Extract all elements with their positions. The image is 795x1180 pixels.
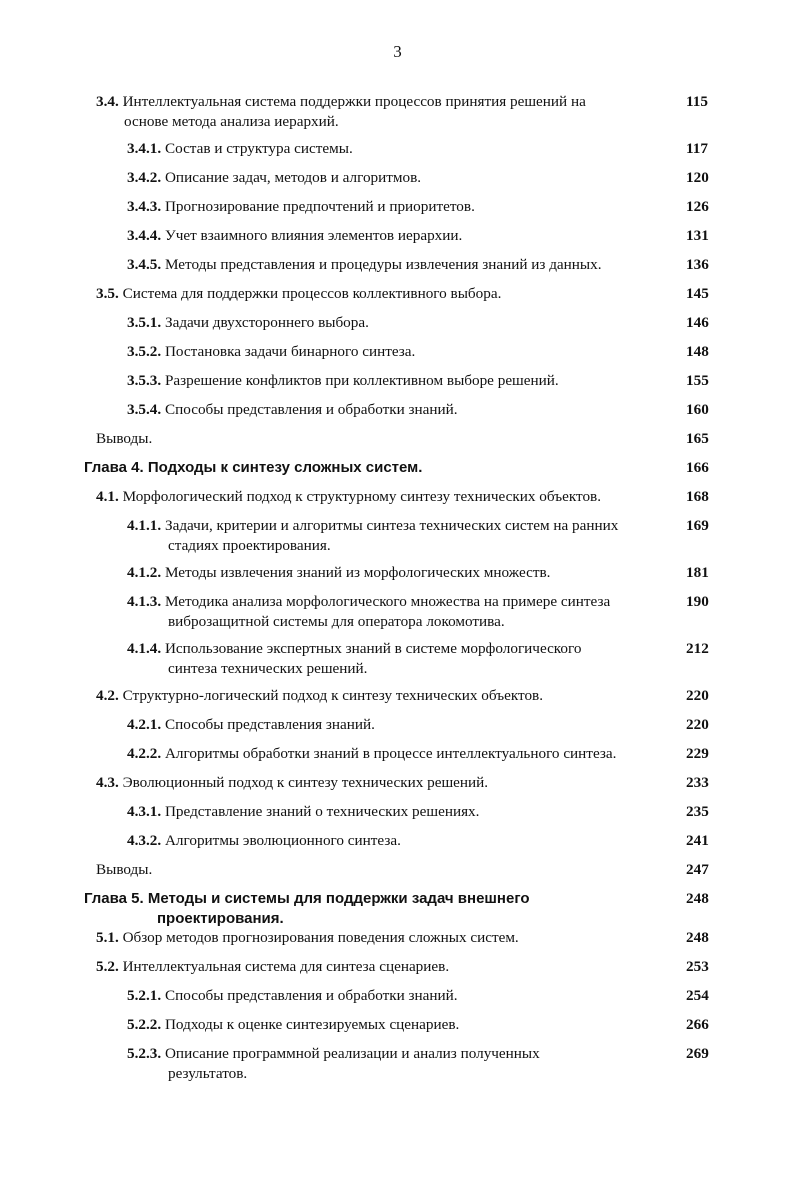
toc-entry-number: 4.2.2. <box>127 745 162 762</box>
toc-entry-page: 235 <box>686 803 709 820</box>
toc-entry-page: 165 <box>686 430 709 447</box>
toc-entry-number: 5.2.1. <box>127 987 162 1004</box>
toc-entry-text: Структурно-логический подход к синтезу технических объектов. <box>122 687 544 704</box>
toc-entry-text: Задачи, критерии и алгоритмы синтеза технических систем на ранних <box>164 517 619 534</box>
toc-entry-title <box>127 139 677 159</box>
toc-entry-page: 248 <box>686 890 709 907</box>
toc-entry-page: 117 <box>686 140 708 157</box>
toc-entry-text: Подходы к оценке синтезируемых сценариев. <box>164 1016 460 1033</box>
toc-entry-page: 120 <box>686 169 709 186</box>
toc-entry-page: 254 <box>686 987 709 1004</box>
toc-entry-text: Учет взаимного влияния элементов иерархии. <box>164 227 463 244</box>
toc-entry-number: 4.1.2. <box>127 564 162 581</box>
toc-entry-page: 148 <box>686 343 709 360</box>
toc-entry-number: 3.4.2. <box>127 169 162 186</box>
toc-entry-text: Прогнозирование предпочтений и приоритетов. <box>164 198 475 215</box>
toc-entry-number: 4.2.1. <box>127 716 162 733</box>
toc-entry-text: Морфологический подход к структурному синтезу технических объектов. <box>122 488 602 505</box>
toc-entry-title <box>96 957 676 977</box>
toc-entry-title <box>127 986 677 1006</box>
toc-entry-text: Методика анализа морфологического множества на примере синтеза <box>164 593 611 610</box>
toc-entry-page: 266 <box>686 1016 709 1033</box>
toc-entry-title <box>127 400 677 420</box>
toc-entry-title <box>96 686 676 706</box>
toc-entry-text: Описание программной реализации и анализ полученных <box>164 1045 540 1062</box>
toc-entry-page: 136 <box>686 256 709 273</box>
toc-entry-title <box>127 592 677 632</box>
toc-entry-number: 4.3. <box>96 774 119 791</box>
toc-chapter-title: Глава 4. Подходы к синтезу сложных систем. <box>84 459 423 476</box>
page-number: 3 <box>393 42 402 61</box>
toc-entry-number: 4.1.4. <box>127 640 162 657</box>
toc-entry-title <box>96 773 676 793</box>
toc-entry-page: 233 <box>686 774 709 791</box>
toc-entry-title <box>96 92 676 132</box>
toc-entry-text-cont: стадиях проектирования. <box>168 537 331 554</box>
toc-entry-page: 253 <box>686 958 709 975</box>
toc-entry-title <box>127 226 677 246</box>
toc-entry-page: 248 <box>686 929 709 946</box>
toc-entry-text: Система для поддержки процессов коллективного выбора. <box>122 285 502 302</box>
toc-entry-text: Интеллектуальная система для синтеза сценариев. <box>122 958 450 975</box>
toc-entry-text: Обзор методов прогнозирования поведения сложных систем. <box>122 929 519 946</box>
toc-entry-text: Состав и структура системы. <box>164 140 353 157</box>
toc-entry-number: 3.5.4. <box>127 401 162 418</box>
toc-entry-title <box>127 342 677 362</box>
toc-entry-number: 3.4.4. <box>127 227 162 244</box>
toc-entry-text: Методы извлечения знаний из морфологических множеств. <box>164 564 551 581</box>
toc-entry-number: 5.1. <box>96 929 119 946</box>
toc-chapter-text: Глава 5. Методы и системы для поддержки задач внешнего <box>84 890 530 907</box>
toc-entry-text-cont: результатов. <box>168 1065 248 1082</box>
toc-entry-text-cont: основе метода анализа иерархий. <box>124 113 339 130</box>
toc-entry-text: Способы представления и обработки знаний. <box>164 401 458 418</box>
toc-entry-text: Задачи двухстороннего выбора. <box>164 314 369 331</box>
toc-entry-title <box>127 744 677 764</box>
toc-entry-text: Методы представления и процедуры извлечения знаний из данных. <box>164 256 602 273</box>
toc-entry-number: 4.1. <box>96 488 119 505</box>
toc-entry-page: 146 <box>686 314 709 331</box>
toc-entry-page: 229 <box>686 745 709 762</box>
toc-entry-number: 5.2.2. <box>127 1016 162 1033</box>
toc-entry-text: Алгоритмы обработки знаний в процессе интеллектуального синтеза. <box>164 745 617 762</box>
toc-entry-title <box>96 928 676 948</box>
toc-entry-number: 4.1.3. <box>127 593 162 610</box>
toc-entry-page: 269 <box>686 1045 709 1062</box>
toc-entry-number: 3.4.5. <box>127 256 162 273</box>
toc-entry-text: Представление знаний о технических решениях. <box>164 803 480 820</box>
toc-entry-page: 126 <box>686 198 709 215</box>
toc-entry-text: Алгоритмы эволюционного синтеза. <box>164 832 401 849</box>
toc-entry-title <box>96 487 676 507</box>
toc-chapter-text-cont: проектирования. <box>157 910 284 927</box>
toc-entry-title <box>127 715 677 735</box>
toc-entry-number: 3.5. <box>96 285 119 302</box>
toc-entry-title <box>127 639 677 679</box>
toc-entry-number: 3.5.2. <box>127 343 162 360</box>
toc-entry-text-cont: виброзащитной системы для оператора локомотива. <box>168 613 505 630</box>
toc-entry-page: 168 <box>686 488 709 505</box>
toc-entry-page: 181 <box>686 564 709 581</box>
toc-entry-title <box>127 1015 677 1035</box>
toc-entry-title <box>127 197 677 217</box>
toc-entry-text: Выводы. <box>96 861 153 878</box>
toc-entry-page: 241 <box>686 832 709 849</box>
toc-entry-number: 3.5.1. <box>127 314 162 331</box>
toc-entry-title <box>127 563 677 583</box>
toc-entry-title <box>127 168 677 188</box>
toc-entry-title <box>127 802 677 822</box>
toc-entry-title <box>127 313 677 333</box>
toc-entry-page: 190 <box>686 593 709 610</box>
toc-entry-page: 115 <box>686 93 708 110</box>
toc-entry-text: Эволюционный подход к синтезу технических решений. <box>122 774 489 791</box>
toc-entry-text: Использование экспертных знаний в системе морфологического <box>164 640 582 657</box>
toc-entry-title <box>127 1044 677 1084</box>
toc-entry-page: 247 <box>686 861 709 878</box>
toc-entry-page: 166 <box>686 459 709 476</box>
toc-entry-number: 5.2.3. <box>127 1045 162 1062</box>
toc-entry-page: 145 <box>686 285 709 302</box>
toc-entry-number: 3.5.3. <box>127 372 162 389</box>
toc-entry-page: 131 <box>686 227 709 244</box>
toc-entry-page: 160 <box>686 401 709 418</box>
toc-entry-text-cont: синтеза технических решений. <box>168 660 368 677</box>
toc-entry-text: Интеллектуальная система поддержки процессов принятия решений на <box>122 93 586 110</box>
toc-entry-title <box>127 255 677 275</box>
toc-entry-text: Постановка задачи бинарного синтеза. <box>164 343 416 360</box>
toc-entry-number: 4.3.1. <box>127 803 162 820</box>
toc-entry-page: 212 <box>686 640 709 657</box>
toc-entry-title <box>127 831 677 851</box>
toc-entry-number: 4.2. <box>96 687 119 704</box>
toc-entry-number: 4.1.1. <box>127 517 162 534</box>
toc-entry-title <box>96 284 676 304</box>
toc-entry-number: 3.4.1. <box>127 140 162 157</box>
toc-chapter-title <box>84 889 684 929</box>
toc-entry-number: 5.2. <box>96 958 119 975</box>
toc-entry-text: Способы представления знаний. <box>164 716 375 733</box>
toc-entry-number: 3.4. <box>96 93 119 110</box>
toc-entry-title <box>127 516 677 556</box>
toc-entry-text: Выводы. <box>96 430 153 447</box>
toc-entry-text: Способы представления и обработки знаний. <box>164 987 458 1004</box>
toc-entry-page: 220 <box>686 687 709 704</box>
toc-entry-text: Разрешение конфликтов при коллективном выборе решений. <box>164 372 559 389</box>
toc-entry-number: 4.3.2. <box>127 832 162 849</box>
toc-entry-page: 169 <box>686 517 709 534</box>
toc-entry-page: 220 <box>686 716 709 733</box>
toc-entry-title <box>127 371 677 391</box>
toc-entry-text: Описание задач, методов и алгоритмов. <box>164 169 422 186</box>
toc-entry-page: 155 <box>686 372 709 389</box>
toc-entry-number: 3.4.3. <box>127 198 162 215</box>
